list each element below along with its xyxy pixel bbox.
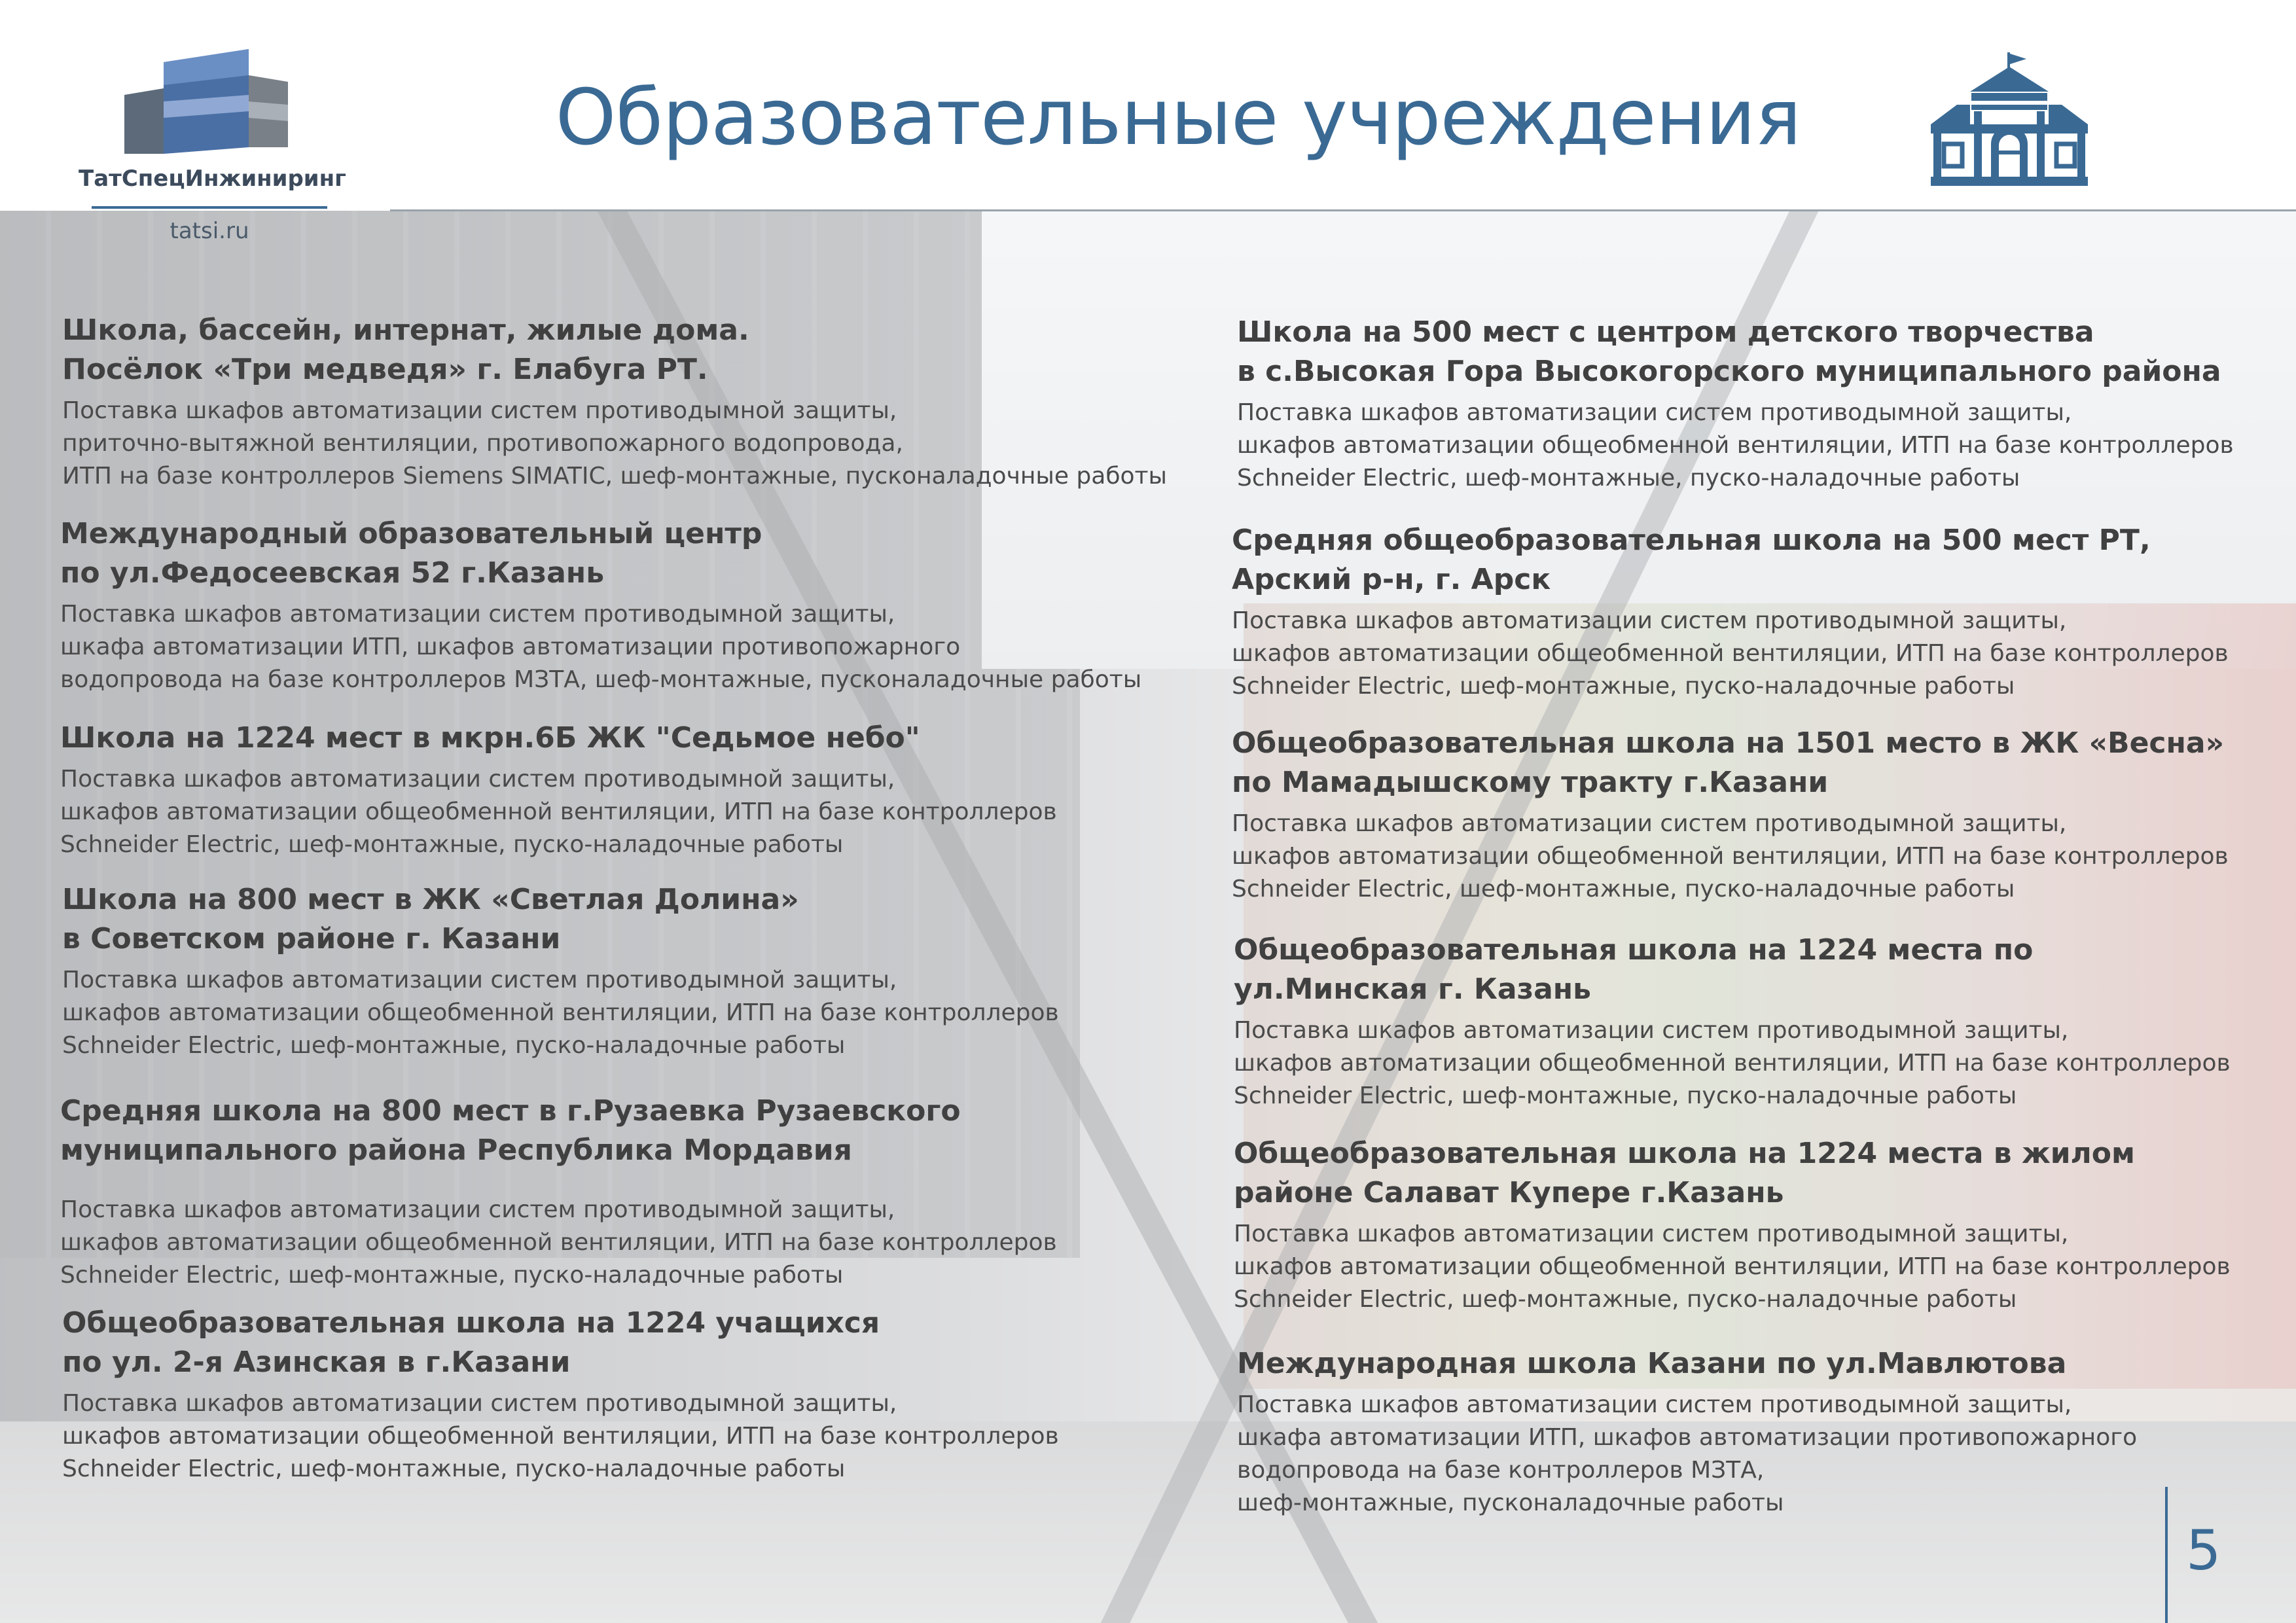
project-title: Школа на 500 мест с центром детского творчества в с.Высокая Гора Высокогорского муниципального района <box>1237 315 2221 388</box>
project-title: Общеобразовательная школа на 1224 места по ул.Минская г. Казань <box>1234 933 2034 1006</box>
project-description: Поставка шкафов автоматизации систем противодымной защиты, шкафов автоматизации общеобменной вентиляции, ИТП на базе контроллеров Schneider Electric, шеф-монтажные, пуско-наладочные работы <box>62 1390 1059 1482</box>
project-item-right-6 <box>1237 1344 2284 1520</box>
project-title: Международная школа Казани по ул.Мавлютова <box>1237 1347 2067 1380</box>
project-item-right-2 <box>1232 521 2279 703</box>
project-description: Поставка шкафов автоматизации систем противодымной защиты, шкафов автоматизации общеобменной вентиляции, ИТП на базе контроллеров Schneider Electric, шеф-монтажные, пуско-наладочные работы <box>1234 1017 2231 1109</box>
project-title: Средняя школа на 800 мест в г.Рузаевка Рузаевского муниципального района Республика Мордавия <box>60 1094 961 1167</box>
project-description: Поставка шкафов автоматизации систем противодымной защиты, шкафов автоматизации общеобменной вентиляции, ИТП на базе контроллеров Schneider Electric, шеф-монтажные, пуско-наладочные работы <box>1232 607 2229 700</box>
project-item-left-5 <box>60 1092 1206 1292</box>
project-item-left-1 <box>62 311 1208 493</box>
school-building-icon <box>1931 52 2088 196</box>
project-item-left-4 <box>62 880 1208 1062</box>
project-item-right-5 <box>1234 1134 2281 1316</box>
project-title: Международный образовательный центр по ул.Федосеевская 52 г.Казань <box>60 517 762 590</box>
page-title: Образовательные учреждения <box>555 72 1801 162</box>
project-item-left-6 <box>62 1304 1208 1486</box>
project-description: Поставка шкафов автоматизации систем противодымной защиты, шкафов автоматизации общеобменной вентиляции, ИТП на базе контроллеров Schneider Electric, шеф-монтажные, пуско-наладочные работы <box>60 766 1057 858</box>
project-title: Средняя общеобразовательная школа на 500 мест РТ, Арский р-н, г. Арск <box>1232 524 2151 596</box>
project-title: Общеобразовательная школа на 1224 места в жилом районе Салават Купере г.Казань <box>1234 1137 2135 1209</box>
project-item-left-2 <box>60 514 1206 696</box>
project-title: Школа на 1224 мест в мкрн.6Б ЖК "Седьмое небо" <box>60 721 920 755</box>
project-description: Поставка шкафов автоматизации систем противодымной защиты, шкафов автоматизации общеобменной вентиляции, ИТП на базе контроллеров Schneider Electric, шеф-монтажные, пуско-наладочные работы <box>1237 399 2234 491</box>
company-buildings-logo-icon <box>124 49 295 160</box>
page-number: 5 <box>2186 1518 2221 1582</box>
project-description: Поставка шкафов автоматизации систем противодымной защиты, шкафов автоматизации общеобменной вентиляции, ИТП на базе контроллеров Schneider Electric, шеф-монтажные, пуско-наладочные работы <box>1234 1221 2231 1313</box>
brand-underline <box>92 206 327 209</box>
project-item-left-3 <box>60 719 1206 861</box>
page-number-divider <box>2165 1487 2168 1623</box>
project-item-right-1 <box>1237 313 2284 495</box>
project-description: Поставка шкафов автоматизации систем противодымной защиты, шкафов автоматизации общеобменной вентиляции, ИТП на базе контроллеров Schneider Electric, шеф-монтажные, пуско-наладочные работы <box>62 967 1059 1059</box>
project-title: Школа, бассейн, интернат, жилые дома. Посёлок «Три медведя» г. Елабуга РТ. <box>62 313 749 386</box>
project-description: Поставка шкафов автоматизации систем противодымной защиты, приточно-вытяжной вентиляции, противопожарного водопровода, ИТП на базе контроллеров Siemens SIMATIC, шеф-монтажные, пусконаладочные работы <box>62 397 1167 490</box>
project-title: Школа на 800 мест в ЖК «Светлая Долина» в Советском районе г. Казани <box>62 883 799 955</box>
project-item-right-4 <box>1234 931 2281 1113</box>
page-header <box>0 0 2296 244</box>
project-title: Общеобразовательная школа на 1224 учащихся по ул. 2-я Азинская в г.Казани <box>62 1306 880 1379</box>
project-description: Поставка шкафов автоматизации систем противодымной защиты, шкафа автоматизации ИТП, шкафов автоматизации противопожарного водопровода на базе контроллеров МЗТА, шеф-монтажные, пусконаладочные работы <box>60 601 1142 693</box>
project-description: Поставка шкафов автоматизации систем противодымной защиты, шкафов автоматизации общеобменной вентиляции, ИТП на базе контроллеров Schneider Electric, шеф-монтажные, пуско-наладочные работы <box>60 1196 1057 1289</box>
project-description: Поставка шкафов автоматизации систем противодымной защиты, шкафа автоматизации ИТП, шкафов автоматизации противопожарного водопровода на базе контроллеров МЗТА, шеф-монтажные, пусконаладочные работы <box>1237 1391 2138 1516</box>
project-description: Поставка шкафов автоматизации систем противодымной защиты, шкафов автоматизации общеобменной вентиляции, ИТП на базе контроллеров Schneider Electric, шеф-монтажные, пуско-наладочные работы <box>1232 810 2229 902</box>
company-logo <box>79 49 346 245</box>
project-title: Общеобразовательная школа на 1501 место в ЖК «Весна» по Мамадышскому тракту г.Казани <box>1232 726 2225 799</box>
brand-name: ТатСпецИнжиниринг <box>79 166 346 192</box>
project-item-right-3 <box>1232 724 2279 906</box>
site-url[interactable]: tatsi.ru <box>170 218 249 244</box>
header-divider <box>390 209 2296 211</box>
